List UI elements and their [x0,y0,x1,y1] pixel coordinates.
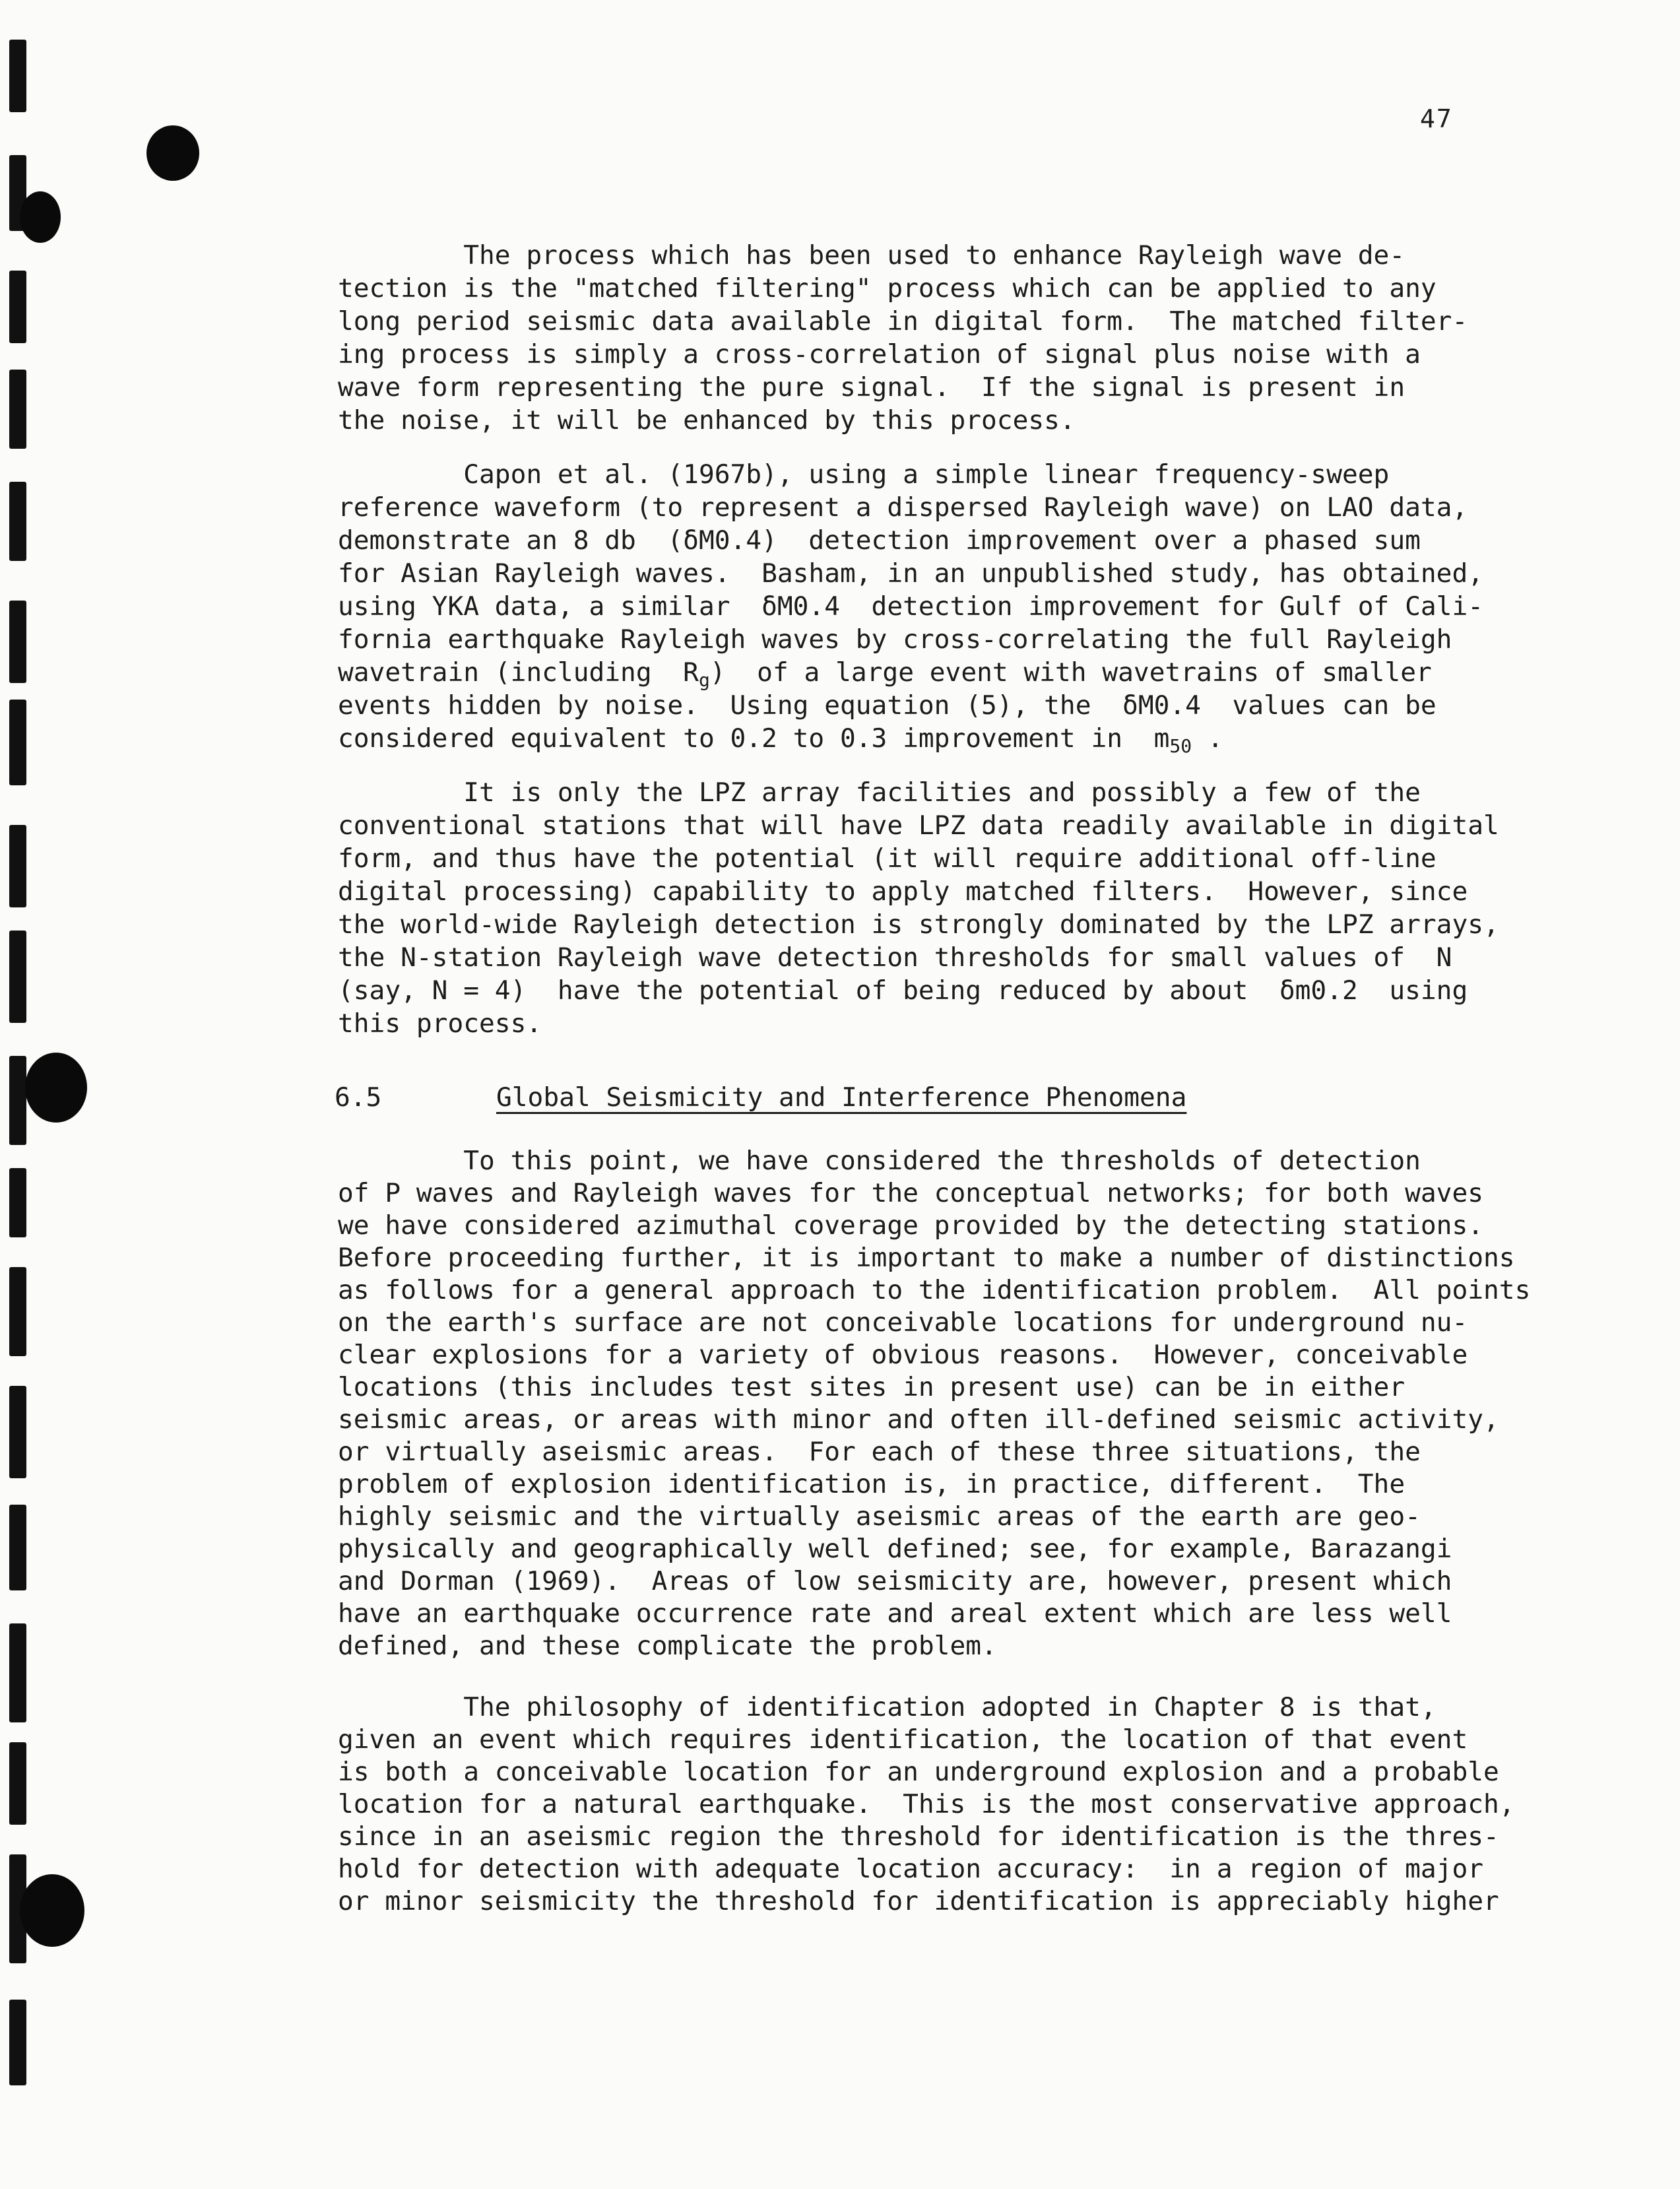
text-line: long period seismic data available in digital form. The matched filter- [338,306,1468,337]
section-number: 6.5 [335,1082,382,1113]
binding-mark [9,1623,26,1722]
text-line: clear explosions for a variety of obvious reasons. However, conceivable [338,1340,1468,1370]
text-line: location for a natural earthquake. This is the most conservative approach, [338,1789,1515,1819]
punch-hole [20,191,61,243]
text-line: for Asian Rayleigh waves. Basham, in an unpublished study, has obtained, [338,558,1484,589]
text-line: conventional stations that will have LPZ data readily available in digital [338,810,1499,841]
binding-mark [9,40,26,112]
binding-mark [9,370,26,449]
text-run: wavetrain (including R [338,657,699,688]
text-line: physically and geographically well defined; see, for example, Barazangi [338,1534,1452,1564]
text-line: To this point, we have considered the thresholds of detection [338,1146,1421,1176]
text-line: have an earthquake occurrence rate and areal extent which are less well [338,1598,1452,1629]
punch-hole [25,1053,87,1123]
text-line: and Dorman (1969). Areas of low seismicity are, however, present which [338,1566,1452,1596]
text-line: seismic areas, or areas with minor and often ill-defined seismic activity, [338,1404,1499,1435]
text-line: tection is the "matched filtering" process which can be applied to any [338,273,1437,304]
binding-mark [9,825,26,907]
text-line: hold for detection with adequate location accuracy: in a region of major [338,1854,1484,1884]
text-line: the N-station Rayleigh wave detection thresholds for small values of N [338,942,1452,973]
subscript: 50 [1169,735,1192,757]
binding-mark [9,601,26,683]
text-line: Before proceeding further, it is important to make a number of distinctions [338,1243,1515,1273]
text-line: highly seismic and the virtually aseismic areas of the earth are geo- [338,1501,1421,1532]
punch-hole [146,125,199,181]
text-line: of P waves and Rayleigh waves for the conceptual networks; for both waves [338,1178,1484,1208]
binding-mark [9,1386,26,1478]
binding-mark [9,931,26,1023]
text-line: demonstrate an 8 db (δM0.4) detection improvement over a phased sum [338,525,1421,556]
text-line: the noise, it will be enhanced by this process. [338,405,1076,436]
text-run: . [1192,723,1223,754]
text-line: or minor seismicity the threshold for identification is appreciably higher [338,1886,1499,1916]
binding-mark [9,1267,26,1356]
section-title: Global Seismicity and Interference Phenomena [496,1082,1187,1113]
page-number: 47 [1420,104,1453,133]
text-line: as follows for a general approach to the identification problem. All points [338,1275,1531,1305]
binding-mark [9,2000,26,2085]
text-line: is both a conceivable location for an underground explosion and a probable [338,1757,1499,1787]
text-run: ) of a large event with wavetrains of smaller [709,657,1432,688]
text-line: The process which has been used to enhance Rayleigh wave de- [338,240,1405,271]
text-line: (say, N = 4) have the potential of being reduced by about δm0.2 using [338,975,1468,1006]
text-line: reference waveform (to represent a dispersed Rayleigh wave) on LAO data, [338,492,1468,523]
binding-mark [9,1505,26,1590]
binding-mark [9,700,26,785]
text-line: fornia earthquake Rayleigh waves by cross-correlating the full Rayleigh [338,624,1452,655]
text-line: using YKA data, a similar δM0.4 detection improvement for Gulf of Cali- [338,591,1484,622]
binding-mark [9,1742,26,1825]
text-line: form, and thus have the potential (it will require additional off-line [338,843,1437,874]
text-line: It is only the LPZ array facilities and possibly a few of the [338,777,1421,808]
text-run: considered equivalent to 0.2 to 0.3 improvement in m [338,723,1170,754]
text-line: we have considered azimuthal coverage provided by the detecting stations. [338,1210,1484,1241]
text-line: on the earth's surface are not conceivable locations for underground nu- [338,1307,1468,1338]
text-line: digital processing) capability to apply matched filters. However, since [338,876,1468,907]
text-line: the world-wide Rayleigh detection is strongly dominated by the LPZ arrays, [338,909,1499,940]
text-line: ing process is simply a cross-correlation of signal plus noise with a [338,339,1421,370]
text-line [338,657,1432,691]
binding-mark [9,1056,26,1145]
punch-hole [20,1874,84,1947]
subscript: g [698,669,710,691]
text-line: Capon et al. (1967b), using a simple linear frequency-sweep [338,459,1390,490]
text-line: locations (this includes test sites in present use) can be in either [338,1372,1405,1402]
binding-mark [9,1168,26,1237]
binding-mark [9,271,26,343]
text-line: defined, and these complicate the problem. [338,1631,997,1661]
text-line: since in an aseismic region the threshold for identification is the thres- [338,1821,1499,1852]
text-line [338,723,1223,757]
binding-mark [9,482,26,561]
text-line: The philosophy of identification adopted in Chapter 8 is that, [338,1692,1437,1722]
text-line: or virtually aseismic areas. For each of these three situations, the [338,1437,1421,1467]
text-line: wave form representing the pure signal. If the signal is present in [338,372,1405,403]
text-line: problem of explosion identification is, in practice, different. The [338,1469,1405,1499]
text-line: given an event which requires identification, the location of that event [338,1724,1468,1755]
text-line: events hidden by noise. Using equation (5), the δM0.4 values can be [338,690,1437,721]
text-line: this process. [338,1008,542,1039]
